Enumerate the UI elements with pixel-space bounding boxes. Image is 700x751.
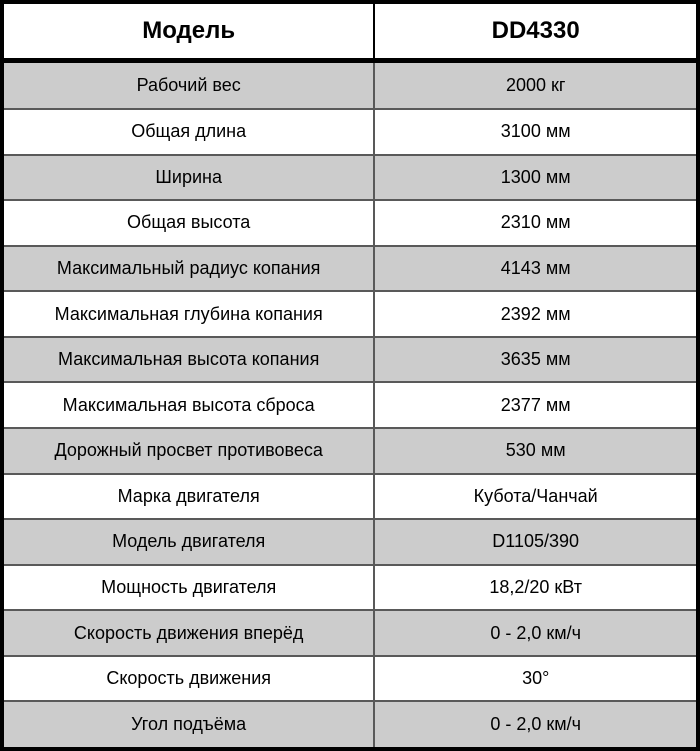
- spec-label: Максимальный радиус копания: [2, 246, 374, 292]
- spec-row: [2, 61, 698, 110]
- spec-label: Максимальная высота сброса: [2, 382, 374, 428]
- header-row: [2, 2, 698, 61]
- model-value-header: DD4330: [374, 2, 698, 61]
- spec-value: 0 - 2,0 км/ч: [374, 610, 698, 656]
- spec-row: [2, 291, 698, 337]
- spec-value: 2310 мм: [374, 200, 698, 246]
- spec-label: Марка двигателя: [2, 474, 374, 520]
- spec-value: 0 - 2,0 км/ч: [374, 701, 698, 749]
- spec-label: Максимальная глубина копания: [2, 291, 374, 337]
- spec-value: 2000 кг: [374, 61, 698, 110]
- spec-value: D1105/390: [374, 519, 698, 565]
- spec-value: 3100 мм: [374, 109, 698, 155]
- spec-row: [2, 656, 698, 702]
- spec-row: [2, 200, 698, 246]
- spec-row: [2, 246, 698, 292]
- spec-row: [2, 337, 698, 383]
- spec-label: Модель двигателя: [2, 519, 374, 565]
- spec-value: 18,2/20 кВт: [374, 565, 698, 611]
- spec-label: Максимальная высота копания: [2, 337, 374, 383]
- spec-value: 530 мм: [374, 428, 698, 474]
- spec-label: Мощность двигателя: [2, 565, 374, 611]
- spec-label: Скорость движения вперёд: [2, 610, 374, 656]
- spec-row: [2, 565, 698, 611]
- spec-label: Угол подъёма: [2, 701, 374, 749]
- spec-row: [2, 109, 698, 155]
- spec-label: Скорость движения: [2, 656, 374, 702]
- spec-row: [2, 519, 698, 565]
- spec-label: Общая длина: [2, 109, 374, 155]
- spec-value: 30°: [374, 656, 698, 702]
- spec-value: 2392 мм: [374, 291, 698, 337]
- spec-label: Рабочий вес: [2, 61, 374, 110]
- spec-label: Ширина: [2, 155, 374, 201]
- spec-row: [2, 701, 698, 749]
- spec-label: Общая высота: [2, 200, 374, 246]
- spec-row: [2, 155, 698, 201]
- spec-row: [2, 474, 698, 520]
- spec-value: 2377 мм: [374, 382, 698, 428]
- spec-value: Кубота/Чанчай: [374, 474, 698, 520]
- spec-row: [2, 428, 698, 474]
- spec-row: [2, 382, 698, 428]
- spec-row: [2, 610, 698, 656]
- spec-label: Дорожный просвет противовеса: [2, 428, 374, 474]
- spec-value: 4143 мм: [374, 246, 698, 292]
- spec-value: 3635 мм: [374, 337, 698, 383]
- model-column-header: Модель: [2, 2, 374, 61]
- spec-value: 1300 мм: [374, 155, 698, 201]
